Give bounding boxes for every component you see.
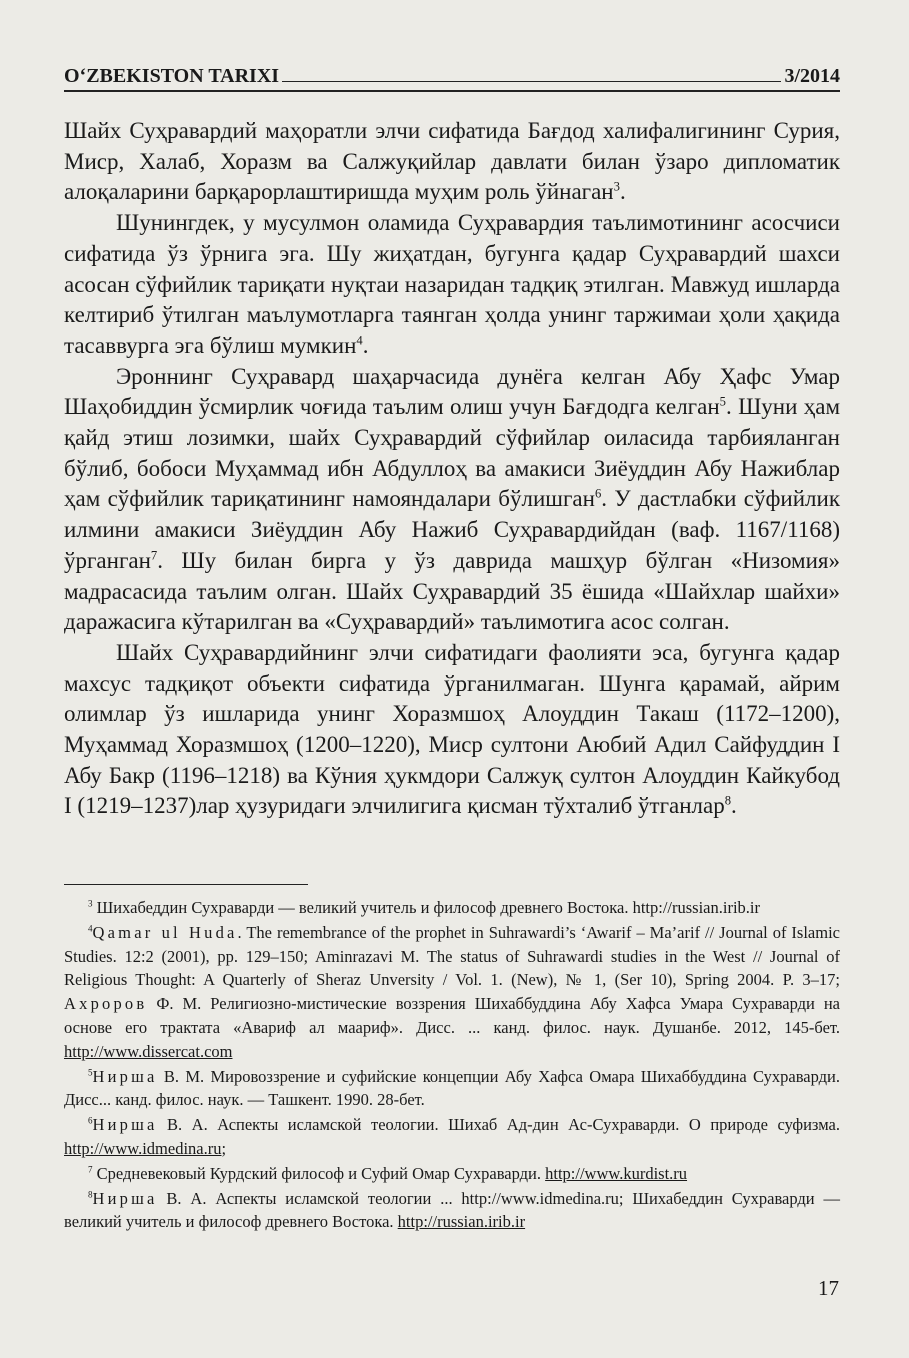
footnote-ref[interactable]: 4 — [356, 333, 363, 348]
footnote-link[interactable]: http://www.kurdist.ru — [545, 1163, 688, 1183]
footnote: $^5$Нирша В. М. Мировоззрение и суфийские концепции Абу Хафса Омара Шихаббуддина Сухраварди. Дисс... канд. филос. наук. — Ташкент. 1990. 28-бет. — [64, 1066, 840, 1110]
footnote-number: 7 — [88, 1164, 93, 1175]
journal-title: O‘ZBEKISTON TARIXI — [64, 65, 280, 87]
footnote-ref[interactable]: 5 — [719, 394, 726, 409]
footnote-author: Нирша — [92, 1066, 158, 1086]
footnote-ref[interactable]: 8 — [724, 793, 732, 808]
paragraph: Шунингдек, у мусулмон оламида Суҳравардия таълимотининг асосчиси сифатида ўз ўрнига эга. Шу жиҳатдан, бугунга қадар Суҳравардий шахси асосан сўфийлик тариқати нуқтаи назаридан тадқиқ этилган. Мавжуд ишларда келтириб ўтилган маълумотларга таянган ҳолда унинг таржимаи ҳоли ҳақида тасаввурга эга бўлиш мумкин$^4$. — [64, 210, 840, 358]
article-body — [64, 116, 840, 822]
footnotes — [64, 896, 840, 1235]
footnote-ref[interactable]: 6 — [594, 486, 602, 501]
footnote-ref[interactable]: 3 — [613, 179, 620, 194]
footnote-link[interactable]: http://russian.irib.ir — [397, 1212, 526, 1232]
page-number: 17 — [818, 1276, 839, 1300]
header-divider — [64, 90, 840, 92]
footnote-number: 3 — [88, 898, 93, 909]
issue-number: 3/2014 — [784, 65, 840, 87]
footnote-ref[interactable]: 7 — [150, 548, 158, 563]
running-header — [64, 58, 840, 88]
footnote: $^4$Qamar ul Huda. The remembrance of the prophet in Suhrawardi’s ‘Awarif – Ma’arif // Journal of Islamic Studies. 12:2 (2001), pp. 129–150; Aminrazavi M. The status of Suhrawardi studies in the West // Journal of Religious Thought: A Quarterly of Sheraz Unversity / Vol. 1. (New), № 1, (Ser 10), Spring 2004. P. 3–17; Ахроров Ф. М. Религиозно-мистические воззрения Шихаббуддина Абу Хафса Умара Сухраварди на основе его трактата «Авариф ал маариф». Дисс. ... канд. филос. наук. Душанбе. 2012, 145-бет. http://www.dissercat.com — [64, 922, 840, 1061]
paragraph: Эроннинг Суҳравард шаҳарчасида дунёга келган Абу Ҳафс Умар Шаҳобиддин ўсмирлик чоғида таълим олиш учун Бағдодга келган$^5$. Шуни ҳам қайд этиш лозимки, шайх Суҳравардий сўфийлар оиласида тарбияланган бўлиб, бобоси Муҳаммад ибн Абдуллоҳ ва амакиси Зиёуддин Абу Нажиблар ҳам сўфийлик тариқатининг намояндалари бўлишган$^6$. У дастлабки сўфийлик илмини амакиси Зиёуддин Абу Нажиб Суҳравардийдан (ваф. 1167/1168) ўрганган$^7$. Шу билан бирга у ўз даврида машҳур бўлган «Низомия» мадрасасида таълим олган. Шайх Суҳравардий 35 ёшида «Шайхлар шайхи» даражасига кўтарилган ва «Суҳравардий» таълимотига асос солган. — [64, 363, 841, 635]
footnote-link[interactable]: http://www.dissercat.com — [64, 1041, 233, 1061]
footnote-number: 8 — [88, 1189, 93, 1200]
footnote-author: Ахроров — [64, 994, 148, 1014]
footnote: $^3$ Шихабеддин Сухраварди — великий учитель и философ древнего Востока. http://russian.irib.ir — [88, 898, 760, 917]
footnote: $^7$ Средневековый Курдский философ и Суфий Омар Сухраварди. http://www.kurdist.ru — [88, 1163, 688, 1183]
footnote-author: Нирша — [92, 1188, 158, 1208]
footnote-number: 4 — [88, 923, 93, 934]
footnote-number: 5 — [88, 1067, 93, 1078]
footnote: $^6$Нирша В. А. Аспекты исламской теологии. Шихаб Ад-дин Ас-Сухраварди. О природе суфизма. http://www.idmedina.ru; — [64, 1115, 840, 1158]
paragraph: Шайх Суҳравардийнинг элчи сифатидаги фаолияти эса, бугунга қадар махсус тадқиқот объекти сифатида ўрганилмаган. Шунга қарамай, айрим олимлар ўз ишларида унинг Хоразмшоҳ Алоуддин Такаш (1172–1200), Муҳаммад Хоразмшоҳ (1200–1220), Миср султони Аюбий Адил Сайфуддин I Абу Бакр (1196–1218) ва Кўния ҳукмдори Салжуқ султон Алоуддин Кайкубод I (1219–1237)лар ҳузуридаги элчилигига қисман тўхталиб ўтганлар$^8$. — [64, 639, 840, 819]
footnote-number: 6 — [88, 1115, 93, 1126]
footnote: $^8$Нирша В. А. Аспекты исламской теологии ... http://www.idmedina.ru; Шихабеддин Сухраварди — великий учитель и философ древнего Востока. http://russian.irib.ir — [64, 1188, 840, 1232]
footnote-author: Qamar ul Huda — [92, 922, 238, 942]
paragraph: Шайх Суҳравардий маҳоратли элчи сифатида Бағдод халифалигининг Сурия, Миср, Халаб, Хоразм ва Салжуқийлар давлати билан ўзаро дипломатик алоқаларини барқарорлаштиришда муҳим роль ўйнаган$^3$. — [64, 118, 840, 205]
header-rule — [282, 81, 781, 82]
footnote-link[interactable]: http://www.idmedina.ru — [64, 1138, 222, 1158]
footnote-separator — [64, 884, 308, 885]
footnote-author: Нирша — [92, 1115, 158, 1135]
